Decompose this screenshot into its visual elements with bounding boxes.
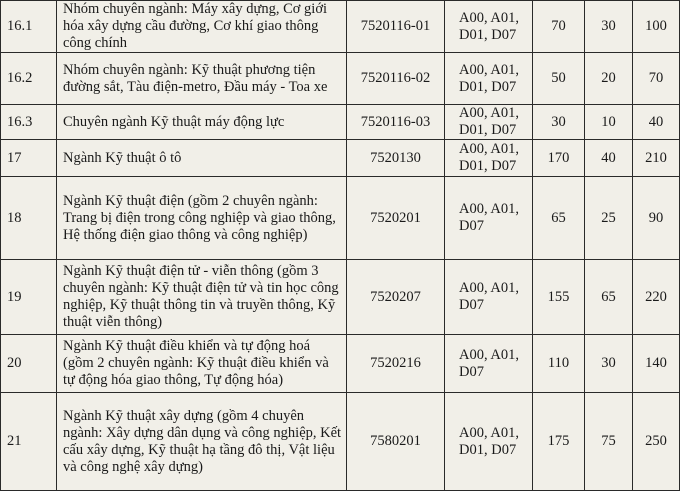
quota-total: 140 (633, 335, 680, 393)
quota-a: 50 (533, 53, 585, 105)
program-name: Ngành Kỹ thuật điều khiển và tự động hoá (gồm 2 chuyên ngành: Kỹ thuật điều khiển và tự động hóa giao thông, Tự động hóa) (57, 335, 347, 393)
quota-b: 65 (585, 260, 633, 335)
quota-a: 65 (533, 177, 585, 260)
program-code: 7520116-03 (347, 105, 445, 140)
row-number: 21 (1, 393, 57, 491)
subject-combination: A00, A01, D07 (445, 260, 533, 335)
subject-combination: A00, A01, D01, D07 (445, 105, 533, 140)
quota-total: 40 (633, 105, 680, 140)
table-row (1, 1, 680, 53)
table-row (1, 177, 680, 260)
table-row (1, 335, 680, 393)
program-name: Nhóm chuyên ngành: Máy xây dựng, Cơ giới hóa xây dựng cầu đường, Cơ khí giao thông công chính (57, 1, 347, 53)
quota-b: 20 (585, 53, 633, 105)
table-row (1, 105, 680, 140)
quota-a: 30 (533, 105, 585, 140)
row-number: 20 (1, 335, 57, 393)
quota-b: 30 (585, 335, 633, 393)
subject-combination: A00, A01, D07 (445, 177, 533, 260)
program-name: Nhóm chuyên ngành: Kỹ thuật phương tiện đường sắt, Tàu điện-metro, Đầu máy - Toa xe (57, 53, 347, 105)
quota-a: 170 (533, 140, 585, 177)
row-number: 16.2 (1, 53, 57, 105)
program-name: Ngành Kỹ thuật điện (gồm 2 chuyên ngành: Trang bị điện trong công nghiệp và giao thông, Hệ thống điện giao thông và công nghiệp) (57, 177, 347, 260)
quota-a: 175 (533, 393, 585, 491)
subject-combination: A00, A01, D07 (445, 335, 533, 393)
quota-total: 210 (633, 140, 680, 177)
quota-total: 100 (633, 1, 680, 53)
program-code: 7520207 (347, 260, 445, 335)
subject-combination: A00, A01, D01, D07 (445, 53, 533, 105)
program-name: Ngành Kỹ thuật ô tô (57, 140, 347, 177)
program-code: 7520116-02 (347, 53, 445, 105)
quota-b: 25 (585, 177, 633, 260)
program-code: 7520216 (347, 335, 445, 393)
quota-b: 10 (585, 105, 633, 140)
quota-b: 40 (585, 140, 633, 177)
row-number: 16.1 (1, 1, 57, 53)
quota-b: 30 (585, 1, 633, 53)
subject-combination: A00, A01, D01, D07 (445, 140, 533, 177)
table-row (1, 140, 680, 177)
subject-combination: A00, A01, D01, D07 (445, 393, 533, 491)
quota-b: 75 (585, 393, 633, 491)
quota-total: 70 (633, 53, 680, 105)
program-code: 7520201 (347, 177, 445, 260)
table-row (1, 393, 680, 491)
program-code: 7580201 (347, 393, 445, 491)
quota-total: 220 (633, 260, 680, 335)
row-number: 17 (1, 140, 57, 177)
quota-a: 70 (533, 1, 585, 53)
quota-total: 90 (633, 177, 680, 260)
quota-total: 250 (633, 393, 680, 491)
row-number: 19 (1, 260, 57, 335)
row-number: 18 (1, 177, 57, 260)
subject-combination: A00, A01, D01, D07 (445, 1, 533, 53)
quota-a: 155 (533, 260, 585, 335)
table-row (1, 53, 680, 105)
program-name: Chuyên ngành Kỹ thuật máy động lực (57, 105, 347, 140)
row-number: 16.3 (1, 105, 57, 140)
quota-a: 110 (533, 335, 585, 393)
table-row (1, 260, 680, 335)
program-code: 7520130 (347, 140, 445, 177)
program-code: 7520116-01 (347, 1, 445, 53)
program-name: Ngành Kỹ thuật điện tử - viễn thông (gồm 3 chuyên ngành: Kỹ thuật điện tử và tin học công nghiệp, Kỹ thuật thông tin và truyền thông, Kỹ thuật viễn thông) (57, 260, 347, 335)
program-name: Ngành Kỹ thuật xây dựng (gồm 4 chuyên ngành: Xây dựng dân dụng và công nghiệp, Kết cấu xây dựng, Kỹ thuật hạ tầng đô thị, Vật liệu và công nghệ xây dựng) (57, 393, 347, 491)
